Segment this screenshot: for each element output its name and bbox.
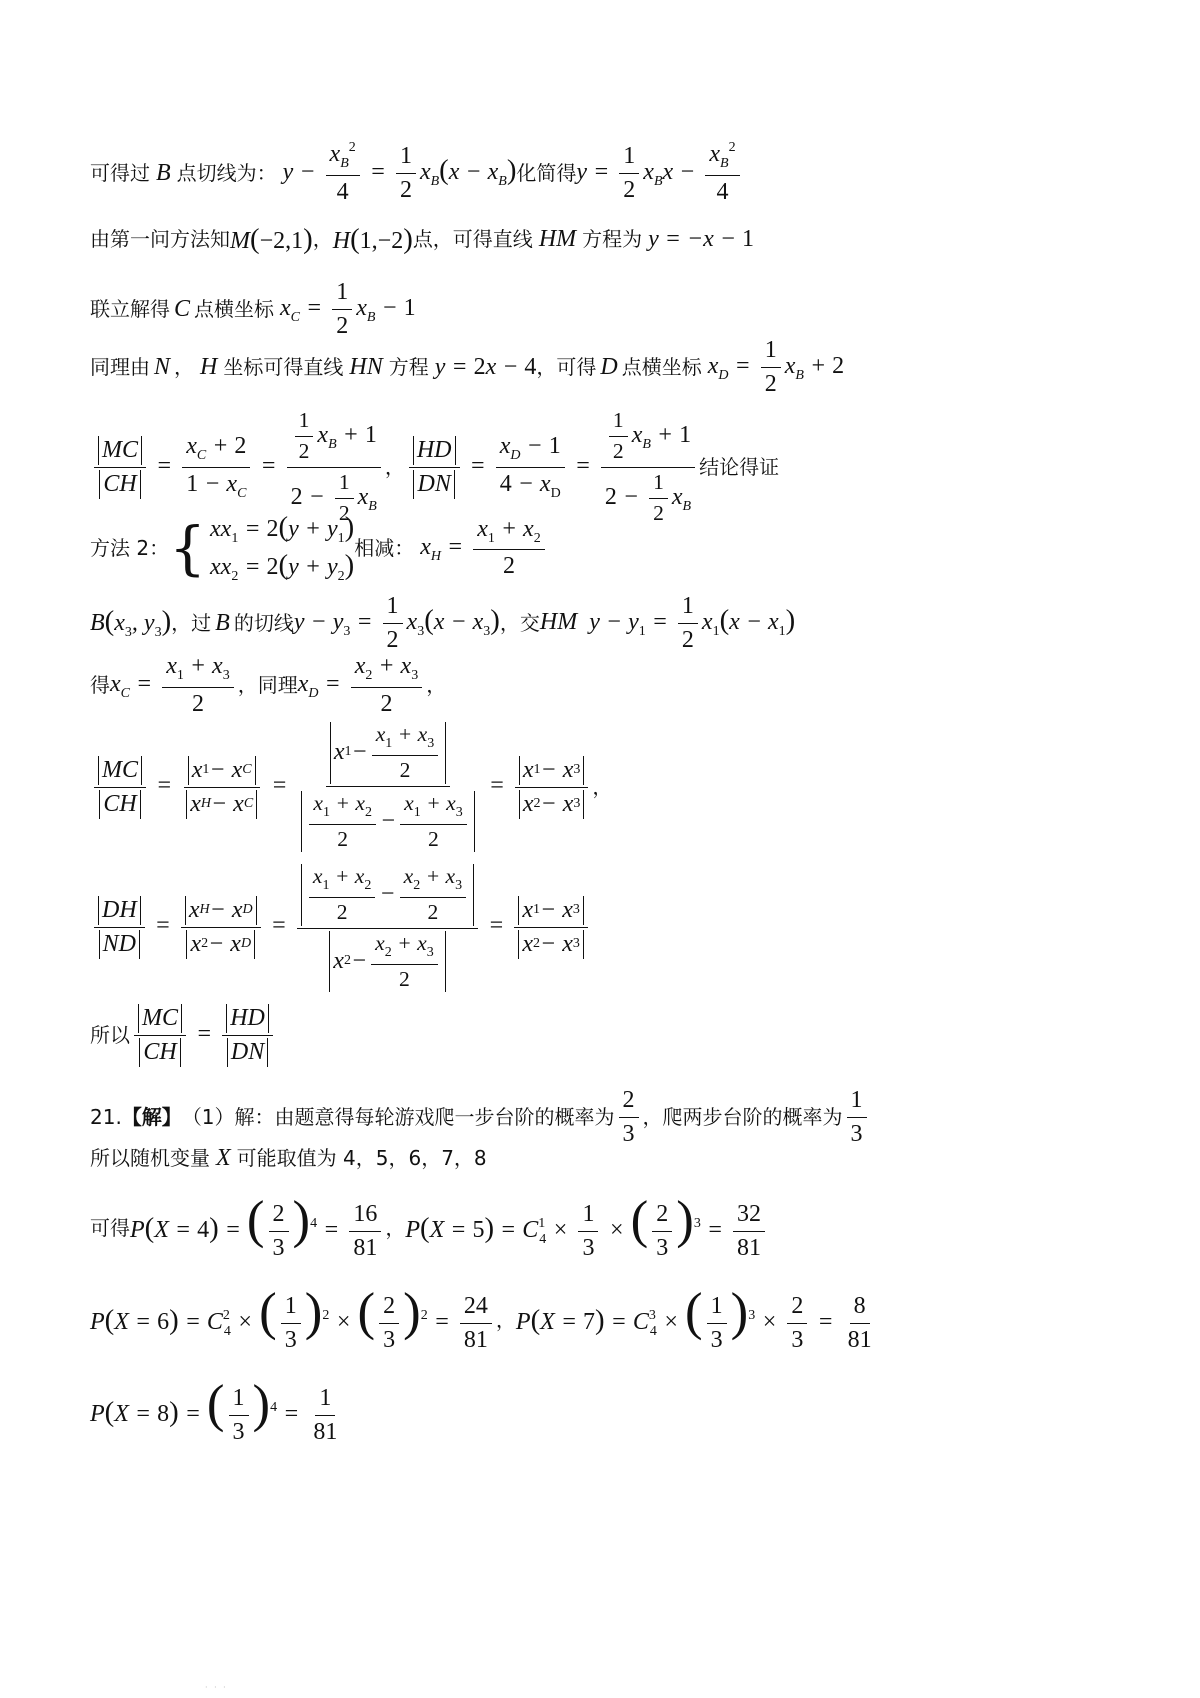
formula: $x_C$ = $\frac{1}{2}$ $x_B - 1$ [274,279,416,339]
line-x-values [90,1144,1160,1173]
formula: H [200,353,218,380]
formula: y = $\frac{1}{2}$ $x_Bx$ − $\frac{x_B^2}{4}$ [576,140,743,207]
text: 方程为 [582,227,643,252]
formula: C [174,295,191,322]
text: 可能取值为 4，5，6，7，8 [236,1146,487,1171]
line-method-2 [90,510,1160,586]
formula: $P(X = 7) = C^3_4$ × ( $\frac{1}{3}$ )$^3$ × $\frac{2}{3}$ = $\frac{8}{81}$ [515,1283,872,1353]
line-p4-p5 [90,1191,1160,1263]
formula: $B(x_3$, $y_3$) [90,605,172,641]
text: 得 [90,673,110,698]
question-number: 21. [90,1105,122,1130]
formula: M(−2,1) [230,223,313,255]
formula: N [154,353,171,380]
line-xd [90,336,1160,399]
formula: $P(X = 5) = C^1_4$ × $\frac{1}{3}$ × ( $\frac{2}{3}$ )$^3$ = $\frac{32}{81}$ [405,1194,769,1263]
formula: $x_D$ = $\frac{x_2 + x_3}{2}$ [298,652,427,719]
text: 方法 2： [90,535,170,560]
text: 由第一问方法知 [90,227,230,252]
text: ，爬两步台阶的概率为 [642,1105,843,1130]
formula: HN [349,353,383,380]
line-xc [90,278,1160,341]
text: 相减： [354,535,415,560]
formula: $x_D$ = $\frac{1}{2}$ $x_B + 2$ [701,337,845,397]
formula: HM [538,225,577,252]
line-p8 [90,1375,1160,1447]
text: ， [174,355,195,380]
text: ， [495,1308,516,1333]
text: 点切线为： [176,161,277,186]
text: 所以 [90,1023,130,1048]
text: 化简得 [516,161,577,186]
line-q21 [90,1086,1160,1149]
text: 方程 [388,355,429,380]
text: 可得 [90,1216,130,1241]
formula: $x_H$ = $\frac{x_1 + x_2}{2}$ [414,515,549,582]
formula: { $xx_1 = 2(y + y_1)$ $xx_2 = 2(y + y_2)$ [169,511,355,584]
formula: $y - y_3$ = $\frac{1}{2}$ $x_3(x - x_3)$ [293,593,500,653]
formula: HM $y - y_1$ = $\frac{1}{2}$ $x_1(x - x_1)$ [539,593,796,653]
text: ， [592,775,613,800]
formula: P(X = 8) = ( $\frac{1}{3}$ )$^4$ = $\frac{1}{81}$ [90,1375,338,1445]
text: ，同理 [237,673,298,698]
formula: B [215,609,230,636]
formula: $\frac{1}{3}$ [843,1086,871,1149]
formula: $x_C$ = $\frac{x_1 + x_3}{2}$ [110,652,238,719]
formula: y = −x − 1 [642,225,755,252]
formula: $\frac{MC}{CH}$ = $\frac{HD}{DN}$ [130,1004,277,1067]
text: ， [426,673,447,698]
text: ， [385,1216,406,1241]
answer-tag: 【解】 [121,1105,182,1130]
line-tangent-x3 [90,592,1160,655]
line-tangent-b [90,140,1160,207]
text: ， [384,455,405,480]
line-p6-p7 [90,1283,1160,1355]
formula: $P(X = 6) = C^2_4$ × ( $\frac{1}{3}$ )$^2$ × ( $\frac{2}{3}$ )$^2$ = $\frac{24}{81}$ [90,1286,496,1355]
footer-mark: · · · [205,1683,228,1692]
text: 点，可得直线 [412,227,533,252]
text: 点横坐标 [194,297,275,322]
formula: $\frac{MC}{CH}$ = x 1 − x C x H − x C = x 1 − $\frac{x_1 + x_3}{2}$ $\frac{x_1 + x_2}{2}$ − $\frac{x_1 + x_3}{2}$ = x 1 − x 3 x 2 − x 3 [90,722,592,852]
line-hm-equation [90,222,1160,257]
text: 点横坐标 [621,355,702,380]
line-xc-xd [90,652,1160,719]
formula: X [216,1145,231,1171]
line-ratio-dh [90,862,1160,992]
text: 坐标可得直线 [223,355,344,380]
text: ， [312,227,333,252]
text: 结论得证 [699,455,780,480]
text: ，交 [499,611,540,636]
formula: $\frac{2}{3}$ [615,1086,643,1149]
text: 同理由 [90,355,150,380]
text: 所以随机变量 [90,1146,210,1171]
formula: P(X = 4) = ( $\frac{2}{3}$ )$^4$ = $\frac{16}{81}$ [130,1194,385,1263]
formula: $\frac{DH}{ND}$ = x H − x D x 2 − x D = $\frac{x_1 + x_2}{2}$ − $\frac{x_2 + x_3}{2}$ x 2 − $\frac{x_2 + x_3}{2}$ = x 1 − x 3 x 2 − x 3 [90,862,592,992]
line-ratio-1 [90,408,1160,527]
var-b: B [156,159,171,186]
text: 的切线 [233,611,294,636]
formula: $\frac{HD}{DN}$ = $\frac{x_D - 1}{4 - x_D}$ = $\frac{1}{2}$ $x_B + 1$ 2 − $\frac{1}{2}$ $x_B$ [405,408,699,527]
line-ratio-mc [90,722,1160,852]
line-conclusion [90,1004,1160,1067]
formula: D [600,353,618,380]
text: ，过 [171,611,212,636]
text: （1）解：由题意得每轮游戏爬一步台阶的概率为 [181,1105,615,1130]
formula: y − $\frac{x_B^2}{4}$ = $\frac{1}{2}$ $x_B(x - x_B)$ [276,140,517,205]
formula: y = 2x − 4 [428,353,537,380]
text: 可得过 [90,161,150,186]
text: 联立解得 [90,297,170,322]
formula: H(1,−2) [332,223,413,255]
formula: $\frac{MC}{CH}$ = $\frac{x_C + 2}{1 - x_C}$ = $\frac{1}{2}$ $x_B + 1$ 2 − $\frac{1}{2}$ $x_B$ [90,408,385,527]
text: ，可得 [536,355,597,380]
